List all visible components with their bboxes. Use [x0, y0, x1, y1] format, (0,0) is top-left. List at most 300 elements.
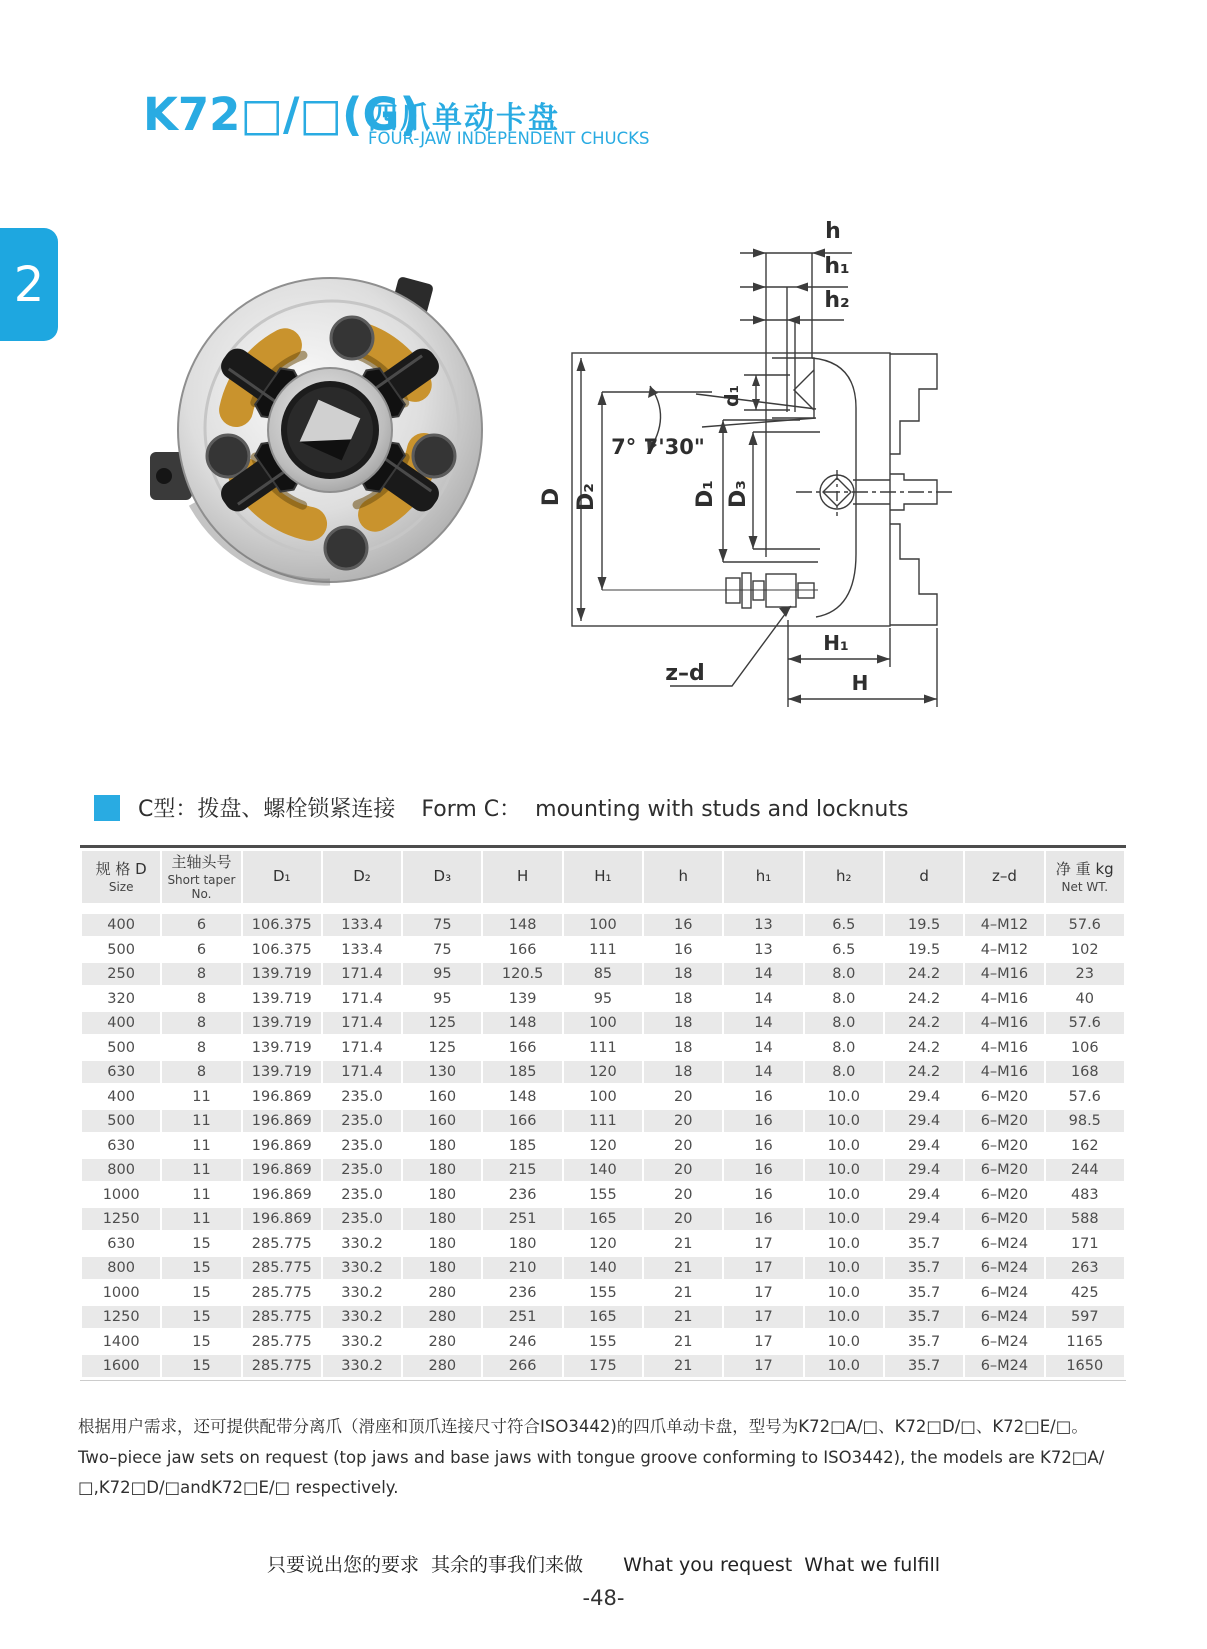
table-cell: 18	[644, 1037, 722, 1059]
page-title-english: FOUR-JAW INDEPENDENT CHUCKS	[368, 129, 650, 148]
table-cell: 196.869	[243, 1135, 321, 1157]
table-cell: 24.2	[885, 963, 963, 985]
table-cell: 10.0	[805, 1233, 883, 1255]
table-cell: 6–M20	[965, 1135, 1043, 1157]
table-cell: 171.4	[323, 988, 401, 1010]
table-cell: 95	[564, 988, 642, 1010]
table-cell: 185	[483, 1135, 561, 1157]
table-row	[82, 963, 1124, 985]
table-cell: 140	[564, 1159, 642, 1181]
table-cell: 160	[403, 1110, 481, 1132]
table-cell: 125	[403, 1037, 481, 1059]
table-cell: 19.5	[885, 914, 963, 936]
table-cell: 630	[82, 1061, 160, 1083]
table-cell: 425	[1046, 1282, 1124, 1304]
table-cell: 236	[483, 1184, 561, 1206]
table-cell: 139.719	[243, 988, 321, 1010]
table-cell: 35.7	[885, 1282, 963, 1304]
table-row	[82, 988, 1124, 1010]
note-zh: 根据用户需求，还可提供配带分离爪（滑座和顶爪连接尺寸符合ISO3442)的四爪单动卡盘，型号为K72□A/□、K72□D/□、K72□E/□。	[78, 1417, 1088, 1436]
table-cell: 285.775	[243, 1282, 321, 1304]
table-cell: 23	[1046, 963, 1124, 985]
table-cell: 235.0	[323, 1086, 401, 1108]
table-cell: 14	[724, 1037, 802, 1059]
table-cell: 235.0	[323, 1159, 401, 1181]
table-cell: 17	[724, 1355, 802, 1377]
table-cell: 168	[1046, 1061, 1124, 1083]
table-cell: 210	[483, 1257, 561, 1279]
table-cell: 20	[644, 1086, 722, 1108]
table-cell: 630	[82, 1233, 160, 1255]
table-cell: 21	[644, 1355, 722, 1377]
table-cell: 6	[162, 939, 240, 961]
table-cell: 8.0	[805, 988, 883, 1010]
table-cell: 1000	[82, 1184, 160, 1206]
table-cell: 16	[724, 1135, 802, 1157]
table-cell: 24.2	[885, 1037, 963, 1059]
table-cell: 285.775	[243, 1233, 321, 1255]
table-row	[82, 1257, 1124, 1279]
table-cell: 280	[403, 1355, 481, 1377]
table-row	[82, 1110, 1124, 1132]
table-cell: 10.0	[805, 1331, 883, 1353]
table-cell: 400	[82, 1086, 160, 1108]
table-cell: 16	[724, 1184, 802, 1206]
table-cell: 98.5	[1046, 1110, 1124, 1132]
table-cell: 106.375	[243, 939, 321, 961]
table-cell: 139.719	[243, 1012, 321, 1034]
table-cell: 15	[162, 1257, 240, 1279]
table-cell: 29.4	[885, 1110, 963, 1132]
table-cell: 251	[483, 1306, 561, 1328]
table-cell: 95	[403, 988, 481, 1010]
table-cell: 215	[483, 1159, 561, 1181]
table-cell: 483	[1046, 1184, 1124, 1206]
table-cell: 148	[483, 1012, 561, 1034]
column-header: h₁	[724, 851, 802, 903]
table-cell: 139.719	[243, 963, 321, 985]
model-code: K72□/□(G)	[143, 88, 421, 141]
footer-tagline-zh: 只要说出您的要求 其余的事我们来做	[266, 1554, 584, 1576]
table-cell: 14	[724, 963, 802, 985]
spec-table-head	[82, 851, 1124, 903]
table-cell: 14	[724, 1012, 802, 1034]
technical-drawing	[500, 212, 960, 712]
table-cell: 6–M24	[965, 1233, 1043, 1255]
section-heading	[94, 792, 908, 823]
table-cell: 280	[403, 1282, 481, 1304]
drawing-arrowheads	[577, 249, 938, 704]
table-cell: 16	[724, 1159, 802, 1181]
table-cell: 35.7	[885, 1355, 963, 1377]
table-cell: 29.4	[885, 1135, 963, 1157]
table-cell: 11	[162, 1135, 240, 1157]
table-cell: 21	[644, 1331, 722, 1353]
table-cell: 165	[564, 1208, 642, 1230]
column-header: h₂	[805, 851, 883, 903]
chapter-number: 2	[13, 256, 45, 313]
column-header: d	[885, 851, 963, 903]
table-cell: 6–M24	[965, 1331, 1043, 1353]
dim-label-angle: 7° 7'30"	[611, 435, 705, 459]
table-cell: 100	[564, 1012, 642, 1034]
table-cell: 4–M16	[965, 988, 1043, 1010]
table-cell: 35.7	[885, 1306, 963, 1328]
table-cell: 18	[644, 1061, 722, 1083]
dim-label-D: D	[539, 487, 564, 507]
table-row	[82, 1355, 1124, 1377]
table-cell: 11	[162, 1110, 240, 1132]
section-bullet-icon	[94, 795, 120, 821]
table-cell: 4–M12	[965, 914, 1043, 936]
table-cell: 330.2	[323, 1282, 401, 1304]
table-cell: 29.4	[885, 1208, 963, 1230]
table-cell: 330.2	[323, 1306, 401, 1328]
footer-tagline	[0, 1550, 1207, 1577]
column-header: z–d	[965, 851, 1043, 903]
table-cell: 14	[724, 1061, 802, 1083]
table-cell: 29.4	[885, 1159, 963, 1181]
table-cell: 630	[82, 1135, 160, 1157]
table-cell: 8.0	[805, 1061, 883, 1083]
table-cell: 4–M12	[965, 939, 1043, 961]
table-row	[82, 1012, 1124, 1034]
table-cell: 235.0	[323, 1184, 401, 1206]
table-cell: 166	[483, 939, 561, 961]
column-header: H₁	[564, 851, 642, 903]
table-cell: 102	[1046, 939, 1124, 961]
column-header: D₁	[243, 851, 321, 903]
table-cell: 180	[403, 1184, 481, 1206]
table-cell: 11	[162, 1184, 240, 1206]
table-cell: 35.7	[885, 1257, 963, 1279]
table-cell: 15	[162, 1282, 240, 1304]
table-cell: 20	[644, 1184, 722, 1206]
table-cell: 57.6	[1046, 1012, 1124, 1034]
notes	[78, 1412, 1148, 1504]
table-cell: 6	[162, 914, 240, 936]
table-cell: 251	[483, 1208, 561, 1230]
table-row	[82, 1331, 1124, 1353]
table-cell: 180	[403, 1233, 481, 1255]
table-cell: 244	[1046, 1159, 1124, 1181]
table-cell: 185	[483, 1061, 561, 1083]
table-cell: 57.6	[1046, 1086, 1124, 1108]
table-cell: 35.7	[885, 1233, 963, 1255]
table-cell: 15	[162, 1306, 240, 1328]
table-cell: 35.7	[885, 1331, 963, 1353]
table-cell: 235.0	[323, 1208, 401, 1230]
table-row	[82, 1159, 1124, 1181]
table-cell: 588	[1046, 1208, 1124, 1230]
table-cell: 15	[162, 1331, 240, 1353]
table-cell: 57.6	[1046, 914, 1124, 936]
table-cell: 6–M24	[965, 1306, 1043, 1328]
table-cell: 8	[162, 963, 240, 985]
table-cell: 10.0	[805, 1355, 883, 1377]
footer-tagline-en: What you request What we fulfill	[623, 1554, 941, 1576]
table-cell: 4–M16	[965, 1037, 1043, 1059]
table-cell: 10.0	[805, 1159, 883, 1181]
column-header: 主轴头号 Short taper No.	[162, 851, 240, 903]
table-cell: 133.4	[323, 939, 401, 961]
table-cell: 16	[644, 914, 722, 936]
table-row	[82, 1306, 1124, 1328]
dim-label-H: H	[851, 671, 869, 695]
table-cell: 16	[724, 1110, 802, 1132]
table-cell: 111	[564, 939, 642, 961]
table-cell: 6–M24	[965, 1282, 1043, 1304]
dim-label-D2: D₂	[574, 483, 599, 511]
table-cell: 155	[564, 1184, 642, 1206]
table-cell: 8	[162, 1037, 240, 1059]
table-cell: 6.5	[805, 914, 883, 936]
table-cell: 17	[724, 1233, 802, 1255]
table-row	[82, 1208, 1124, 1230]
table-cell: 6.5	[805, 939, 883, 961]
table-cell: 10.0	[805, 1257, 883, 1279]
table-cell: 500	[82, 1110, 160, 1132]
table-cell: 148	[483, 1086, 561, 1108]
dim-label-zd: z–d	[665, 661, 705, 686]
table-cell: 24.2	[885, 1012, 963, 1034]
dim-label-H1: H₁	[823, 631, 849, 655]
dim-label-h1: h₁	[824, 254, 850, 279]
table-row	[82, 914, 1124, 936]
table-cell: 196.869	[243, 1159, 321, 1181]
table-cell: 21	[644, 1233, 722, 1255]
table-cell: 18	[644, 963, 722, 985]
table-cell: 139.719	[243, 1061, 321, 1083]
table-cell: 8	[162, 1012, 240, 1034]
table-cell: 6–M20	[965, 1159, 1043, 1181]
spec-table-head-row	[82, 851, 1124, 903]
table-row	[82, 1061, 1124, 1083]
table-cell: 120.5	[483, 963, 561, 985]
table-cell: 166	[483, 1110, 561, 1132]
table-cell: 21	[644, 1282, 722, 1304]
table-cell: 8	[162, 1061, 240, 1083]
page-title-chinese: 四爪单动卡盘	[368, 101, 560, 136]
table-cell: 6–M20	[965, 1184, 1043, 1206]
table-cell: 4–M16	[965, 1061, 1043, 1083]
table-cell: 130	[403, 1061, 481, 1083]
section-title-zh: C型：拨盘、螺栓锁紧连接	[138, 797, 396, 822]
table-cell: 800	[82, 1257, 160, 1279]
spec-table-wrap	[80, 845, 1126, 1381]
table-cell: 235.0	[323, 1135, 401, 1157]
table-cell: 1250	[82, 1306, 160, 1328]
table-cell: 155	[564, 1331, 642, 1353]
table-cell: 10.0	[805, 1282, 883, 1304]
table-cell: 330.2	[323, 1331, 401, 1353]
table-cell: 266	[483, 1355, 561, 1377]
table-cell: 20	[644, 1135, 722, 1157]
table-cell: 139.719	[243, 1037, 321, 1059]
column-header: H	[483, 851, 561, 903]
table-cell: 11	[162, 1208, 240, 1230]
table-cell: 16	[644, 939, 722, 961]
table-cell: 1000	[82, 1282, 160, 1304]
table-cell: 8.0	[805, 1037, 883, 1059]
table-cell: 250	[82, 963, 160, 985]
table-row	[82, 939, 1124, 961]
table-cell: 10.0	[805, 1306, 883, 1328]
spec-table	[80, 848, 1126, 1380]
table-cell: 330.2	[323, 1257, 401, 1279]
table-cell: 280	[403, 1306, 481, 1328]
table-cell: 18	[644, 988, 722, 1010]
table-cell: 148	[483, 914, 561, 936]
table-cell: 120	[564, 1135, 642, 1157]
table-cell: 125	[403, 1012, 481, 1034]
table-cell: 15	[162, 1355, 240, 1377]
spec-table-body	[82, 906, 1124, 1377]
table-cell: 21	[644, 1257, 722, 1279]
page-number: -48-	[582, 1586, 625, 1610]
dim-label-h: h	[825, 219, 841, 244]
table-cell: 4–M16	[965, 1012, 1043, 1034]
table-cell: 13	[724, 939, 802, 961]
table-cell: 111	[564, 1037, 642, 1059]
table-cell: 14	[724, 988, 802, 1010]
table-cell: 500	[82, 1037, 160, 1059]
table-cell: 6–M20	[965, 1110, 1043, 1132]
table-cell: 155	[564, 1282, 642, 1304]
table-cell: 175	[564, 1355, 642, 1377]
table-cell: 120	[564, 1233, 642, 1255]
table-cell: 597	[1046, 1306, 1124, 1328]
table-cell: 16	[724, 1086, 802, 1108]
table-cell: 75	[403, 939, 481, 961]
table-cell: 16	[724, 1208, 802, 1230]
table-cell: 1600	[82, 1355, 160, 1377]
table-cell: 285.775	[243, 1306, 321, 1328]
table-cell: 330.2	[323, 1355, 401, 1377]
table-cell: 320	[82, 988, 160, 1010]
chuck-photo	[148, 266, 500, 598]
column-header: 净 重 kg Net WT.	[1046, 851, 1124, 903]
table-cell: 85	[564, 963, 642, 985]
table-cell: 17	[724, 1257, 802, 1279]
table-cell: 180	[403, 1159, 481, 1181]
table-cell: 19.5	[885, 939, 963, 961]
table-cell: 171.4	[323, 963, 401, 985]
dim-label-D3: D₃	[726, 480, 751, 508]
table-cell: 1400	[82, 1331, 160, 1353]
table-cell: 171.4	[323, 1012, 401, 1034]
table-row	[82, 1037, 1124, 1059]
table-cell: 29.4	[885, 1184, 963, 1206]
table-cell: 40	[1046, 988, 1124, 1010]
table-cell: 165	[564, 1306, 642, 1328]
table-cell: 330.2	[323, 1233, 401, 1255]
table-cell: 235.0	[323, 1110, 401, 1132]
table-cell: 111	[564, 1110, 642, 1132]
table-cell: 285.775	[243, 1331, 321, 1353]
table-cell: 400	[82, 1012, 160, 1034]
column-header: 规 格 D Size	[82, 851, 160, 903]
table-cell: 171.4	[323, 1037, 401, 1059]
note-en: Two–piece jaw sets on request (top jaws and base jaws with tongue groove conforming to ISO3442), the models are K72□A/□,K72□D/□andK72□E/□ respectively.	[78, 1447, 1105, 1498]
column-header: D₃	[403, 851, 481, 903]
table-cell: 20	[644, 1110, 722, 1132]
table-cell: 95	[403, 963, 481, 985]
table-cell: 133.4	[323, 914, 401, 936]
section-title-en: Form C： mounting with studs and locknuts	[421, 797, 909, 822]
table-cell: 6–M20	[965, 1208, 1043, 1230]
table-row	[82, 1184, 1124, 1206]
table-cell: 280	[403, 1331, 481, 1353]
table-cell: 500	[82, 939, 160, 961]
table-cell: 400	[82, 914, 160, 936]
table-cell: 285.775	[243, 1355, 321, 1377]
table-cell: 160	[403, 1086, 481, 1108]
table-cell: 18	[644, 1012, 722, 1034]
table-cell: 180	[403, 1208, 481, 1230]
table-cell: 29.4	[885, 1086, 963, 1108]
table-cell: 196.869	[243, 1184, 321, 1206]
table-cell: 20	[644, 1208, 722, 1230]
table-cell: 100	[564, 1086, 642, 1108]
table-cell: 17	[724, 1282, 802, 1304]
table-cell: 8	[162, 988, 240, 1010]
table-cell: 20	[644, 1159, 722, 1181]
table-cell: 10.0	[805, 1208, 883, 1230]
table-cell: 120	[564, 1061, 642, 1083]
drawing-lines	[572, 253, 956, 707]
table-cell: 236	[483, 1282, 561, 1304]
dim-label-D1: D₁	[693, 480, 718, 508]
column-header: D₂	[323, 851, 401, 903]
table-cell: 171.4	[323, 1061, 401, 1083]
table-cell: 21	[644, 1306, 722, 1328]
table-cell: 263	[1046, 1257, 1124, 1279]
table-cell: 10.0	[805, 1086, 883, 1108]
table-row	[82, 1282, 1124, 1304]
table-cell: 800	[82, 1159, 160, 1181]
table-cell: 4–M16	[965, 963, 1043, 985]
table-cell: 11	[162, 1086, 240, 1108]
table-cell: 285.775	[243, 1257, 321, 1279]
table-cell: 6–M24	[965, 1257, 1043, 1279]
table-cell: 140	[564, 1257, 642, 1279]
table-cell: 162	[1046, 1135, 1124, 1157]
table-cell: 6–M24	[965, 1355, 1043, 1377]
table-cell: 246	[483, 1331, 561, 1353]
table-cell: 1250	[82, 1208, 160, 1230]
table-cell: 17	[724, 1331, 802, 1353]
table-cell: 180	[403, 1135, 481, 1157]
table-cell: 1650	[1046, 1355, 1124, 1377]
table-cell: 139	[483, 988, 561, 1010]
table-cell: 11	[162, 1159, 240, 1181]
table-cell: 24.2	[885, 1061, 963, 1083]
table-cell: 8.0	[805, 1012, 883, 1034]
table-cell: 106.375	[243, 914, 321, 936]
table-cell: 24.2	[885, 988, 963, 1010]
table-cell: 6–M20	[965, 1086, 1043, 1108]
dim-label-h2: h₂	[824, 288, 850, 313]
table-cell: 10.0	[805, 1135, 883, 1157]
table-row	[82, 1233, 1124, 1255]
chapter-tab	[0, 228, 58, 341]
table-cell: 10.0	[805, 1110, 883, 1132]
table-cell: 180	[403, 1257, 481, 1279]
table-cell: 1165	[1046, 1331, 1124, 1353]
table-cell: 180	[483, 1233, 561, 1255]
dim-label-d1: d₁	[721, 385, 743, 407]
